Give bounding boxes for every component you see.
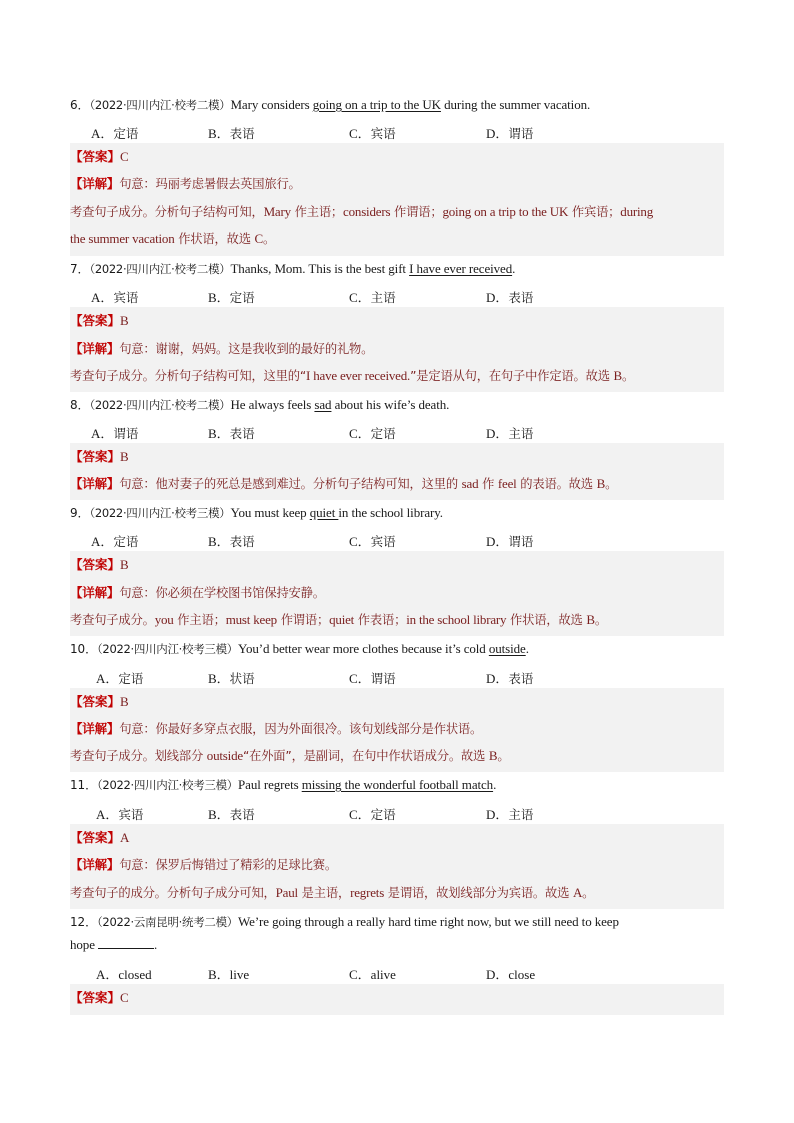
question-text-end: . [154,937,158,952]
explanation-row [70,720,724,738]
question-source: （2022·四川内江·校考二模） [89,262,231,276]
explanation-label: 【详解】 [70,341,120,356]
option-c[interactable]: C．alive [349,967,396,982]
option-d[interactable]: D．主语 [486,426,534,441]
option-c[interactable]: C．宾语 [349,534,396,549]
answer-label: 【答案】 [70,149,121,164]
option-d[interactable]: D．close [486,967,536,982]
option-a[interactable]: A．定语 [91,534,139,549]
underlined-part: going on a trip to the UK [312,97,441,112]
question-stem [70,396,724,414]
question-source: （2022·四川内江·校考三模） [96,778,239,792]
option-a[interactable]: A．谓语 [91,426,139,441]
question-stem [70,913,724,931]
explanation-text: 句意：谢谢，妈妈。这是我收到的最好的礼物。 [119,342,374,356]
question-text: You must keep [230,505,310,520]
underlined-part: sad [314,397,332,412]
answer-row [70,148,724,166]
analysis-text: 考查句子的成分。分析句子成分可知，Paul 是主语，regrets 是谓语，故划线部分为宾语。故选 A。 [70,885,595,900]
analysis-text: 考查句子成分。划线部分 outside“在外面”，是副词，在句中作状语成分。故选 B。 [70,748,510,763]
question-number: 6． [70,98,90,112]
underlined-part: outside [488,641,526,656]
question-text: You’d better wear more clothes because it’s cold [238,641,489,656]
question-text: He always feels [230,397,315,412]
explanation-label: 【详解】 [70,721,120,736]
options-row [0,668,794,686]
question-number: 12． [70,915,97,929]
option-a[interactable]: A．宾语 [91,290,139,305]
option-d[interactable]: D．表语 [486,290,534,305]
question-stem [70,96,724,114]
explanation-row [70,340,724,358]
question-text-end: . [512,261,516,276]
explanation-label: 【详解】 [70,476,120,491]
question-number: 9． [70,506,90,520]
option-b[interactable]: B．定语 [208,290,255,305]
question-source: （2022·四川内江·校考三模） [96,642,239,656]
question-text: hope [70,937,95,952]
question-stem-continued [70,936,724,954]
underlined-part: missing the wonderful football match [301,777,494,792]
question-text-end: . [525,641,529,656]
question-text: Mary considers [230,97,313,112]
question-text: Paul regrets [238,777,302,792]
question-number: 8． [70,398,90,412]
answer-value: B [120,449,129,464]
question-stem [70,776,724,794]
answer-row [70,556,724,574]
answer-value: B [120,313,129,328]
analysis-text: 考查句子成分。分析句子结构可知，这里的“I have ever received.”是定语从句，在句子中作定语。故选 B。 [70,368,635,383]
question-text-end: about his wife’s death. [331,397,450,412]
explanation-text: 句意：玛丽考虑暑假去英国旅行。 [119,177,301,191]
answer-label: 【答案】 [70,694,121,709]
answer-value: C [120,990,129,1005]
option-c[interactable]: C．主语 [349,290,396,305]
option-b[interactable]: B．表语 [208,534,255,549]
answer-row [70,693,724,711]
option-d[interactable]: D．谓语 [486,126,534,141]
explanation-row [70,475,724,493]
question-stem [70,260,724,278]
explanation-text: 句意：你最好多穿点衣服，因为外面很冷。该句划线部分是作状语。 [119,722,483,736]
options-row [0,287,794,305]
answer-row [70,448,724,466]
underlined-part: I have ever received [409,261,513,276]
option-d[interactable]: D．主语 [486,807,534,822]
question-source: （2022·云南昆明·统考二模） [96,915,239,929]
options-row [0,423,794,441]
analysis-text: the summer vacation 作状语，故选 C。 [70,231,276,246]
answer-label: 【答案】 [70,449,121,464]
option-b[interactable]: B．表语 [208,426,255,441]
explanation-row [70,856,724,874]
explanation-label: 【详解】 [70,176,120,191]
option-a[interactable]: A．定语 [96,671,144,686]
options-row [0,123,794,141]
options-row [0,804,794,822]
option-b[interactable]: B．状语 [208,671,255,686]
answer-value: B [120,694,129,709]
explanation-text: 句意：他对妻子的死总是感到难过。分析句子结构可知，这里的 sad 作 feel 的表语。故选 B。 [119,476,618,491]
question-source: （2022·四川内江·校考三模） [89,506,231,520]
answer-label: 【答案】 [70,557,121,572]
options-row [0,531,794,549]
answer-value: A [120,830,130,845]
question-stem [70,640,724,658]
answer-row [70,989,724,1007]
option-a[interactable]: A．定语 [91,126,139,141]
explanation-row [70,584,724,602]
answer-value: B [120,557,129,572]
question-number: 11． [70,778,97,792]
answer-label: 【答案】 [70,990,121,1005]
explanation-text: 句意：你必须在学校图书馆保持安静。 [119,586,325,600]
option-a[interactable]: A．closed [96,967,152,982]
question-text: We’re going through a really hard time right now, but we still need to keep [238,914,619,929]
answer-row [70,829,724,847]
explanation-row [70,175,724,193]
option-c[interactable]: C．宾语 [349,126,396,141]
option-b[interactable]: B．表语 [208,126,255,141]
option-b[interactable]: B．表语 [208,807,255,822]
answer-row [70,312,724,330]
explanation-label: 【详解】 [70,585,120,600]
answer-label: 【答案】 [70,830,121,845]
option-a[interactable]: A．宾语 [96,807,144,822]
analysis-text: 考查句子成分。分析句子结构可知，Mary 作主语；considers 作谓语；going on a trip to the UK 作宾语；during [70,204,654,219]
question-text: Thanks, Mom. This is the best gift [230,261,410,276]
answer-value: C [120,149,129,164]
question-source: （2022·四川内江·校考二模） [89,398,231,412]
analysis-text: 考查句子成分。you 作主语；must keep 作谓语；quiet 作表语；in the school library 作状语，故选 B。 [70,612,607,627]
underlined-part: quiet [309,505,339,520]
option-b[interactable]: B．live [208,967,250,982]
option-c[interactable]: C．谓语 [349,671,396,686]
option-d[interactable]: D．表语 [486,671,534,686]
answer-label: 【答案】 [70,313,121,328]
answer-blank [98,936,154,949]
question-number: 10． [70,642,97,656]
question-text-end: . [493,777,497,792]
option-c[interactable]: C．定语 [349,426,396,441]
question-text-end: in the school library. [338,505,443,520]
question-stem [70,504,724,522]
question-source: （2022·四川内江·校考二模） [89,98,231,112]
option-c[interactable]: C．定语 [349,807,396,822]
option-d[interactable]: D．谓语 [486,534,534,549]
question-text-end: during the summer vacation. [440,97,591,112]
explanation-text: 句意：保罗后悔错过了精彩的足球比赛。 [119,858,337,872]
explanation-label: 【详解】 [70,857,120,872]
options-row [0,964,794,982]
question-number: 7． [70,262,90,276]
